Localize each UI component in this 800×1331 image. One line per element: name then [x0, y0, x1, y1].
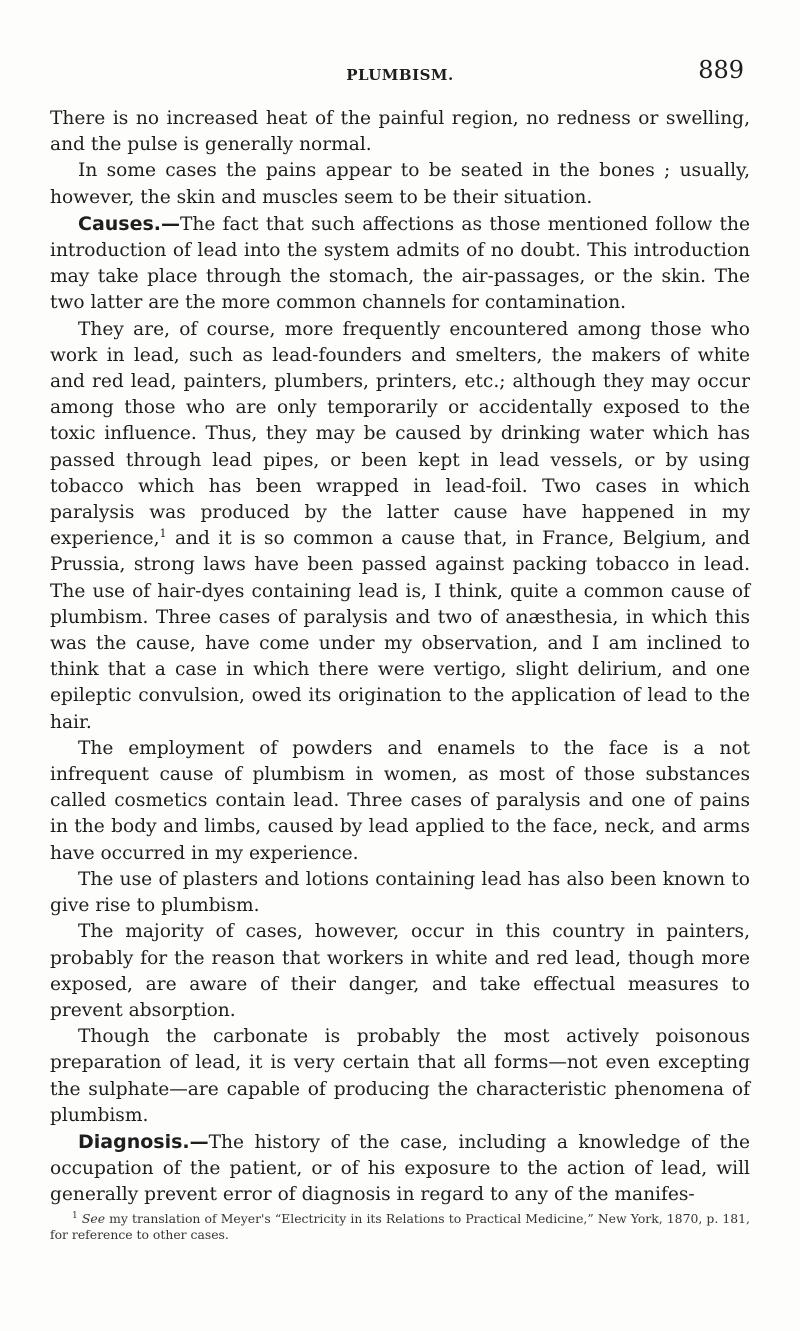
paragraph-1: There is no increased heat of the painful region, no redness or swelling, and the pulse is generally normal.	[50, 108, 750, 156]
diagnosis-text: The history of the case, including a knowledge of the occupation of the patient, or of his exposure to the action of lead, will generally prevent error of diagnosis in regard to any of the manifes-	[50, 1131, 750, 1206]
causes-heading: Causes.—	[78, 212, 181, 235]
footnote-see: See	[81, 1210, 106, 1226]
paragraph-causes	[50, 211, 750, 317]
footnote-reference[interactable]: 1	[159, 527, 167, 541]
paragraph-4-text-b: and it is so common a cause that, in France, Belgium, and Prussia, strong laws have been passed against packing tobacco in lead. The use of hair-dyes containing lead is, I think, quite a common cause of plumbism. Three cases of paralysis and two of anæsthesia, in which this was the cause, have come under my observation, and I am inclined to think that a case in which there were vertigo, slight delirium, and one epileptic convulsion, owed its origination to the application of lead to the hair.	[50, 528, 750, 733]
paragraph-5: The employment of powders and enamels to the face is a not infrequent cause of plumbism in women, as most of those substances called cosmetics contain lead. Three cases of paralysis and one of pains in the body and limbs, caused by lead applied to the face, neck, and arms have occurred in my experience.	[50, 737, 750, 864]
paragraph-7: The majority of cases, however, occur in this country in painters, probably for the reason that workers in white and red lead, though more exposed, are aware of their danger, and take effectual measures to prevent absorption.	[50, 921, 750, 1021]
paragraph-2: In some cases the pains appear to be seated in the bones ; usually, however, the skin and muscles seem to be their situation.	[50, 160, 750, 208]
paragraph-6: The use of plasters and lotions containing lead has also been known to give rise to plumbism.	[50, 868, 750, 917]
body-text	[50, 106, 750, 1209]
diagnosis-heading: Diagnosis.—	[78, 1130, 209, 1153]
causes-text: The fact that such affections as those mentioned follow the introduction of lead into the system admits of no doubt. This introduction may take place through the stomach, the air-passages, or the skin. The two latter are the more common channels for contamination.	[50, 213, 750, 314]
running-title: PLUMBISM.	[346, 66, 454, 84]
paragraph-4	[50, 317, 750, 736]
page-header	[50, 54, 750, 84]
footnote	[50, 1211, 750, 1243]
paragraph-diagnosis	[50, 1129, 750, 1209]
footnote-mark: 1	[72, 1210, 78, 1221]
page-number: 889	[698, 56, 744, 84]
paragraph-4-text-a: They are, of course, more frequently encountered among those who work in lead, such as lead-founders and smelters, the makers of white and red lead, painters, plumbers, printers, etc.; although they may occur among those who are only temporarily or accidentally exposed to the toxic influence. Thus, they may be caused by drinking water which has passed through lead pipes, or been kept in lead vessels, or by using tobacco which has been wrapped in lead-foil. Two cases in which paralysis was produced by the latter cause have happened in my experience,	[50, 318, 750, 550]
paragraph-8: Though the carbonate is probably the most actively poisonous preparation of lead, it is very certain that all forms—not even excepting the sulphate—are capable of producing the characteristic phenomena of plumbism.	[50, 1026, 750, 1126]
footnote-text: my translation of Meyer's “Electricity in its Relations to Practical Medicine,” New York, 1870, p. 181, for reference to other cases.	[50, 1210, 750, 1242]
